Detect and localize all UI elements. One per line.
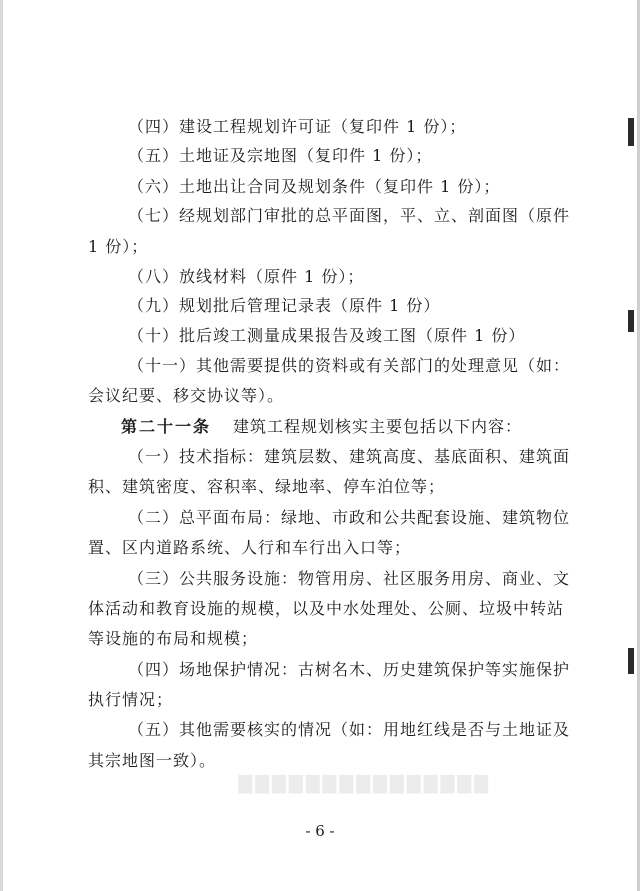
- list-item: （九）规划批后管理记录表（原件 1 份）: [128, 296, 441, 315]
- article-text: 建筑工程规划核实主要包括以下内容：: [233, 417, 523, 436]
- list-item: （十）批后竣工测量成果报告及竣工图（原件 1 份）: [128, 326, 526, 345]
- binding-mark: [628, 648, 634, 674]
- list-item: 积、建筑密度、容积率、绿地率、停车泊位等；: [88, 477, 446, 496]
- list-item: 其宗地图一致）。: [88, 751, 217, 770]
- bleed-through-text: ▇▇▇▇▇▇▇▇▇▇▇▇▇▇▇: [235, 773, 488, 794]
- list-item: 执行情况；: [88, 690, 174, 709]
- page-edge-left: [0, 0, 3, 891]
- list-item: 1 份）；: [88, 237, 149, 256]
- list-item: 会议纪要、移交协议等）。: [88, 386, 285, 405]
- list-item: （一）技术指标：建筑层数、建筑高度、基底面积、建筑面: [128, 447, 571, 466]
- list-item: （五）其他需要核实的情况（如：用地红线是否与土地证及: [128, 720, 571, 739]
- list-item: （二）总平面布局：绿地、市政和公共配套设施、建筑物位: [128, 508, 571, 527]
- list-item: （七）经规划部门审批的总平面图，平、立、剖面图（原件: [128, 206, 571, 225]
- list-item: （五）土地证及宗地图（复印件 1 份）；: [128, 146, 433, 165]
- list-item: （三）公共服务设施：物管用房、社区服务用房、商业、文: [128, 569, 571, 588]
- list-item: 等设施的布局和规模；: [88, 629, 259, 648]
- list-item: （十一）其他需要提供的资料或有关部门的处理意见（如：: [128, 356, 571, 375]
- article-number: 第二十一条: [121, 417, 212, 436]
- list-item: （六）土地出让合同及规划条件（复印件 1 份）；: [128, 177, 501, 196]
- list-item: 置、区内道路系统、人行和车行出入口等；: [88, 538, 412, 557]
- list-item: （八）放线材料（原件 1 份）；: [128, 267, 365, 286]
- list-item: 体活动和教育设施的规模，以及中水处理处、公厕、垃圾中转站: [88, 599, 565, 618]
- list-item: （四）场地保护情况：古树名木、历史建筑保护等实施保护: [128, 660, 571, 679]
- article-heading: [121, 417, 522, 437]
- binding-mark: [628, 118, 634, 146]
- list-item: （四）建设工程规划许可证（复印件 1 份）；: [128, 117, 467, 136]
- page-number: - 6 -: [305, 822, 335, 840]
- binding-mark: [628, 310, 634, 332]
